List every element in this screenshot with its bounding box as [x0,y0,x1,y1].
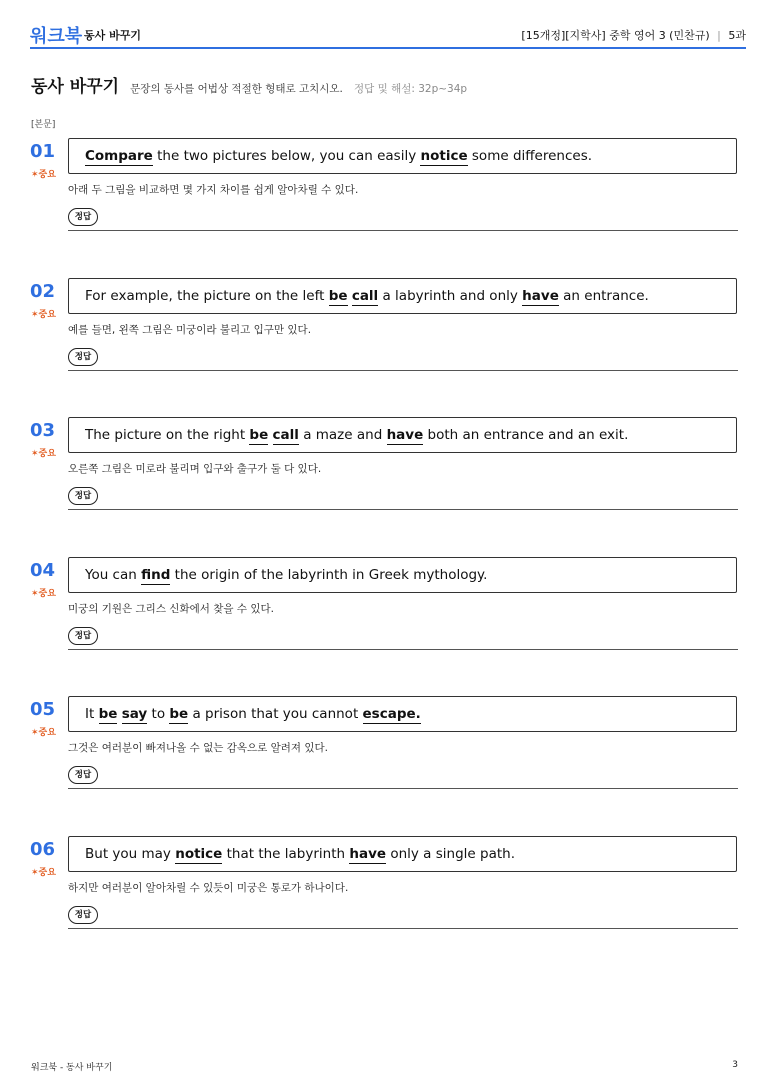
course-name: [15개정][지학사] 중학 영어 3 (민찬규) [521,29,710,42]
target-verb: Compare [85,148,153,164]
page-header [30,22,746,48]
sentence-text: that the labyrinth [222,846,350,862]
answer-line[interactable] [68,928,738,929]
header-divider [30,47,746,49]
lesson-label: 5과 [728,29,746,42]
header-separator: | [717,29,721,42]
target-verb: find [141,567,171,583]
exercise-item [30,281,740,381]
answer-button[interactable]: 정답 [68,766,98,784]
target-verb: have [349,846,387,862]
answer-button[interactable]: 정답 [68,348,98,366]
sentence-text: a prison that you cannot [188,706,363,722]
importance-badge [31,586,56,599]
sentence-text: a labyrinth and only [378,288,523,304]
answer-line[interactable] [68,788,738,789]
sentence-text: It [85,706,99,722]
sentence-text: The picture on the right [85,427,250,443]
exercise-item [30,560,740,660]
importance-badge [31,865,56,878]
target-verb: escape. [362,706,421,722]
exercise-item [30,420,740,520]
korean-translation: 예를 들면, 왼쪽 그림은 미궁이라 불리고 입구만 있다. [68,324,312,336]
brand-subtitle: 동사 바꾸기 [84,29,141,42]
footer-title: 워크북 - 동사 바꾸기 [31,1063,113,1073]
sentence-box [68,138,737,174]
star-burst-icon: ✶ [31,449,39,459]
target-verb: notice [420,148,468,164]
target-verb: notice [175,846,223,862]
brand-title: 워크북 [30,26,83,47]
answer-line[interactable] [68,649,738,650]
exercise-item [30,699,740,799]
sentence-text: the origin of the labyrinth in Greek mythology. [170,567,488,583]
star-burst-icon: ✶ [31,170,39,180]
answer-line[interactable] [68,370,738,371]
instruction-text: 문장의 동사를 어법상 적절한 형태로 고치시오. [130,83,343,95]
sentence-text: both an entrance and an exit. [423,427,629,443]
section-tag: [본문] [31,120,56,130]
sentence-text: an entrance. [558,288,649,304]
answer-line[interactable] [68,509,738,510]
korean-translation: 오른쪽 그림은 미로라 불리며 입구와 출구가 둘 다 있다. [68,463,322,475]
sentence-text: You can [85,567,142,583]
exercise-item [30,839,740,939]
target-verb: be [249,427,269,443]
sentence-text: to [147,706,170,722]
answer-button[interactable]: 정답 [68,487,98,505]
sentence-text: the two pictures below, you can easily [152,148,421,164]
sentence-box [68,278,737,314]
importance-label: 중요 [38,728,56,738]
sentence-box [68,696,737,732]
target-verb: have [522,288,559,304]
sentence-text: But you may [85,846,176,862]
importance-label: 중요 [38,589,56,599]
course-info [521,27,746,43]
star-burst-icon: ✶ [31,589,39,599]
importance-badge [31,167,56,180]
page-number: 3 [732,1060,738,1070]
sentence-box [68,557,737,593]
exercise-number: 01 [30,141,56,162]
star-burst-icon: ✶ [31,868,39,878]
target-verb: have [386,427,424,443]
importance-badge [31,725,56,738]
target-verb: be [169,706,189,722]
target-verb: call [272,427,299,443]
answers-reference: 정답 및 해설: 32p~34p [353,83,468,95]
exercise-number: 02 [30,281,56,302]
importance-badge [31,446,56,459]
korean-translation: 그것은 여러분이 빠져나올 수 없는 감옥으로 알려져 있다. [68,742,328,754]
star-burst-icon: ✶ [31,310,39,320]
star-burst-icon: ✶ [31,728,39,738]
target-verb: be [98,706,118,722]
target-verb: be [328,288,348,304]
answer-button[interactable]: 정답 [68,906,98,924]
korean-translation: 미궁의 기원은 그리스 신화에서 찾을 수 있다. [68,603,274,615]
answer-button[interactable]: 정답 [68,208,98,226]
importance-label: 중요 [38,868,56,878]
exercise-number: 03 [30,420,56,441]
page-title: 동사 바꾸기 [31,77,120,97]
sentence-box [68,836,737,872]
exercise-number: 05 [30,699,56,720]
sentence-text [268,427,272,443]
importance-label: 중요 [38,170,56,180]
sentence-text: For example, the picture on the left [85,288,329,304]
korean-translation: 하지만 여러분이 알아차릴 수 있듯이 미궁은 통로가 하나이다. [68,882,349,894]
sentence-box [68,417,737,453]
title-row [31,72,467,97]
sentence-text: only a single path. [386,846,515,862]
exercise-number: 06 [30,839,56,860]
exercise-item [30,141,740,241]
target-verb: call [351,288,379,304]
sentence-text: a maze and [298,427,387,443]
importance-label: 중요 [38,449,56,459]
korean-translation: 아래 두 그림을 비교하면 몇 가지 차이를 쉽게 알아차릴 수 있다. [68,184,359,196]
answer-button[interactable]: 정답 [68,627,98,645]
sentence-text: some differences. [467,148,593,164]
target-verb: say [121,706,148,722]
exercise-number: 04 [30,560,56,581]
answer-line[interactable] [68,230,738,231]
importance-label: 중요 [38,310,56,320]
importance-badge [31,307,56,320]
